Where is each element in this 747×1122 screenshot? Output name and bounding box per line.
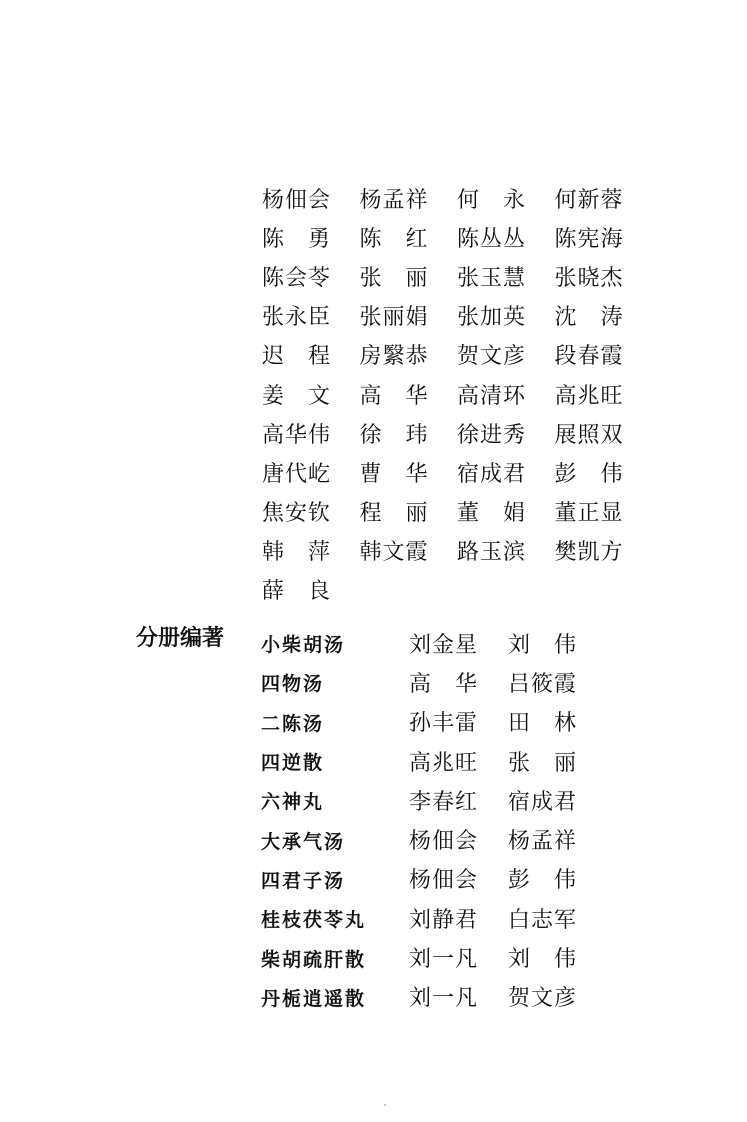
name-row bbox=[262, 338, 652, 377]
contributor-name: 何新蓉 bbox=[554, 187, 624, 213]
contributor-name: 高华伟 bbox=[262, 422, 332, 448]
contributor-name: 曹 华 bbox=[359, 461, 429, 487]
name-row bbox=[262, 534, 652, 573]
name-row bbox=[262, 181, 652, 220]
contributor-name: 陈宪海 bbox=[554, 226, 624, 252]
contributor-name: 展照双 bbox=[554, 422, 624, 448]
editor-name: 李春红 bbox=[409, 789, 479, 815]
contributor-name: 杨孟祥 bbox=[359, 187, 429, 213]
contributor-name: 迟 程 bbox=[262, 344, 332, 370]
editor-name: 高兆旺 bbox=[409, 750, 479, 776]
name-row bbox=[262, 495, 652, 534]
volume-row bbox=[261, 626, 621, 665]
contributor-name: 董正显 bbox=[554, 501, 624, 527]
name-row bbox=[262, 416, 652, 455]
formula-title: 二陈汤 bbox=[261, 712, 325, 735]
formula-title: 四君子汤 bbox=[261, 869, 346, 892]
editor-name: 刘一凡 bbox=[409, 947, 479, 973]
editor-name: 吕筱霞 bbox=[508, 671, 578, 697]
contributor-name-grid bbox=[262, 181, 652, 612]
editor-name: 刘 伟 bbox=[508, 632, 578, 658]
contributor-name: 贺文彦 bbox=[457, 344, 527, 370]
editor-name: 高 华 bbox=[409, 671, 479, 697]
editor-name: 刘静君 bbox=[409, 907, 479, 933]
contributor-name: 陈 勇 bbox=[262, 226, 332, 252]
name-row bbox=[262, 220, 652, 259]
name-row bbox=[262, 299, 652, 338]
contributor-name: 韩文霞 bbox=[359, 540, 429, 566]
editor-name: 刘金星 bbox=[409, 632, 479, 658]
name-row bbox=[262, 259, 652, 298]
contributor-name: 薛 良 bbox=[262, 579, 332, 605]
contributor-name: 陈会苓 bbox=[262, 265, 332, 291]
contributor-name: 杨佃会 bbox=[262, 187, 332, 213]
contributor-name: 张加英 bbox=[457, 305, 527, 331]
contributor-name: 董 娟 bbox=[457, 501, 527, 527]
name-row bbox=[262, 455, 652, 494]
contributor-name: 沈 涛 bbox=[554, 305, 624, 331]
contributor-name: 樊凯方 bbox=[554, 540, 624, 566]
formula-title: 桂枝茯苓丸 bbox=[261, 909, 367, 932]
volume-row bbox=[261, 980, 621, 1019]
contributor-name: 路玉滨 bbox=[457, 540, 527, 566]
formula-title: 柴胡疏肝散 bbox=[261, 948, 367, 971]
editor-name: 彭 伟 bbox=[508, 868, 578, 894]
contributor-name: 宿成君 bbox=[457, 461, 527, 487]
volume-row bbox=[261, 665, 621, 704]
contributor-name: 高 华 bbox=[359, 383, 429, 409]
volume-row bbox=[261, 940, 621, 979]
contributor-name: 张 丽 bbox=[359, 265, 429, 291]
volume-row bbox=[261, 822, 621, 861]
contributor-name: 高兆旺 bbox=[554, 383, 624, 409]
editor-name: 杨孟祥 bbox=[508, 829, 578, 855]
contributor-name: 陈 红 bbox=[359, 226, 429, 252]
editor-name: 白志军 bbox=[508, 907, 578, 933]
editor-name: 刘 伟 bbox=[508, 947, 578, 973]
contributor-name: 唐代屹 bbox=[262, 461, 332, 487]
editor-name: 宿成君 bbox=[508, 789, 578, 815]
editor-name: 贺文彦 bbox=[508, 986, 578, 1012]
contributor-name: 张永臣 bbox=[262, 305, 332, 331]
formula-title: 丹栀逍遥散 bbox=[261, 987, 367, 1010]
contributor-name: 陈丛丛 bbox=[457, 226, 527, 252]
volume-row bbox=[261, 744, 621, 783]
name-row bbox=[262, 377, 652, 416]
volume-editors-table bbox=[261, 626, 621, 1019]
formula-title: 六神丸 bbox=[261, 791, 325, 814]
contributor-name: 焦安钦 bbox=[262, 501, 332, 527]
editor-name: 杨佃会 bbox=[409, 868, 479, 894]
formula-title: 小柴胡汤 bbox=[261, 634, 346, 657]
contributor-name: 程 丽 bbox=[359, 501, 429, 527]
contributor-name: 张玉慧 bbox=[457, 265, 527, 291]
contributor-name: 徐 玮 bbox=[359, 422, 429, 448]
scan-speck bbox=[384, 1104, 386, 1106]
editor-name: 孙丰雷 bbox=[409, 711, 479, 737]
contributor-name: 何 永 bbox=[457, 187, 527, 213]
contributor-name: 段春霞 bbox=[554, 344, 624, 370]
contributor-name: 张丽娟 bbox=[359, 305, 429, 331]
editor-name: 田 林 bbox=[508, 711, 578, 737]
contributor-name: 房繄恭 bbox=[359, 344, 429, 370]
formula-title: 四逆散 bbox=[261, 752, 325, 775]
contributor-name: 韩 萍 bbox=[262, 540, 332, 566]
name-row bbox=[262, 573, 652, 612]
volume-row bbox=[261, 783, 621, 822]
contributor-name: 高清环 bbox=[457, 383, 527, 409]
contributor-name: 张晓杰 bbox=[554, 265, 624, 291]
volume-row bbox=[261, 901, 621, 940]
formula-title: 大承气汤 bbox=[261, 830, 346, 853]
editor-name: 张 丽 bbox=[508, 750, 578, 776]
volume-row bbox=[261, 862, 621, 901]
editor-name: 刘一凡 bbox=[409, 986, 479, 1012]
contributor-name: 彭 伟 bbox=[554, 461, 624, 487]
editor-name: 杨佃会 bbox=[409, 829, 479, 855]
formula-title: 四物汤 bbox=[261, 673, 325, 696]
volume-editors-heading: 分册编著 bbox=[136, 626, 225, 651]
contributor-name: 姜 文 bbox=[262, 383, 332, 409]
contributor-name: 徐进秀 bbox=[457, 422, 527, 448]
volume-row bbox=[261, 705, 621, 744]
